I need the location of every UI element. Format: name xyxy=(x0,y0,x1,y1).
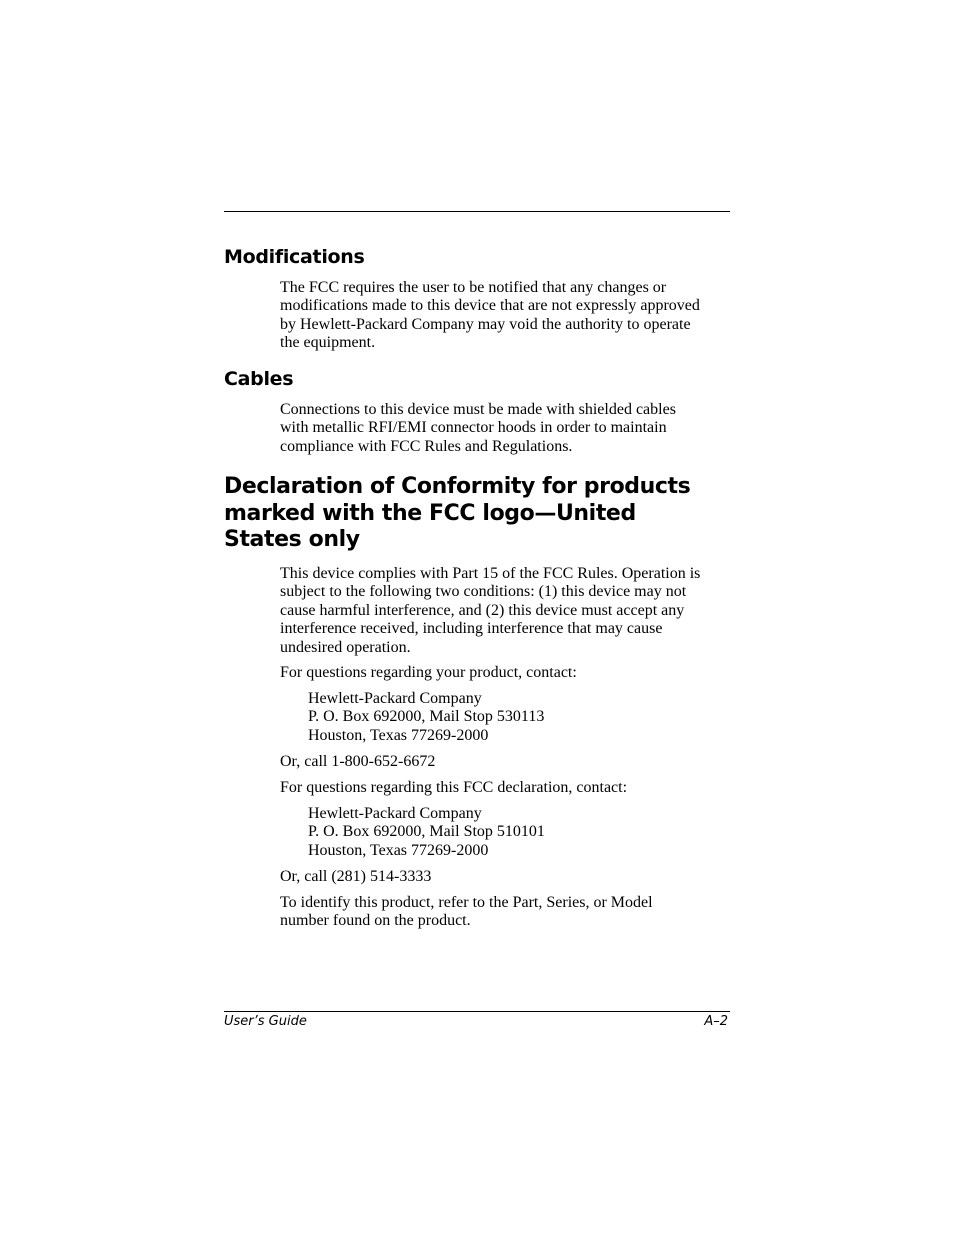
product-phone: Or, call 1-800-652-6672 xyxy=(280,753,436,770)
footer-guide-title: User’s Guide xyxy=(224,1014,307,1029)
product-address: Hewlett-Packard Company P. O. Box 692000, Mail Stop 530113 Houston, Texas 77269-2000 xyxy=(308,690,545,744)
footer-rule xyxy=(224,1011,730,1012)
cables-body: Connections to this device must be made with shielded cables with metallic RFI/EMI connector hoods in order to maintain compliance with FCC Rules and Regulations. xyxy=(280,401,676,455)
fcc-contact-label: For questions regarding this FCC declaration, contact: xyxy=(280,779,628,796)
declaration-intro: This device complies with Part 15 of the FCC Rules. Operation is subject to the following two conditions: (1) this device may not cause harmful interference, and (2) this device must accept any interference received, including interference that may cause undesired operation. xyxy=(280,565,701,656)
fcc-address: Hewlett-Packard Company P. O. Box 692000, Mail Stop 510101 Houston, Texas 77269-2000 xyxy=(308,805,545,859)
modifications-body: The FCC requires the user to be notified that any changes or modifications made to this device that are not expressly approved by Hewlett-Packard Company may void the authority to operate the equipment. xyxy=(280,279,700,352)
product-contact-label: For questions regarding your product, contact: xyxy=(280,664,577,681)
cables-heading: Cables xyxy=(224,368,294,390)
declaration-heading: Declaration of Conformity for products marked with the FCC logo—United States only xyxy=(224,474,691,552)
fcc-phone: Or, call (281) 514-3333 xyxy=(280,868,432,885)
identify-product-text: To identify this product, refer to the Part, Series, or Model number found on the product. xyxy=(280,894,653,930)
footer-page-number: A–2 xyxy=(704,1014,728,1029)
modifications-heading: Modifications xyxy=(224,246,365,268)
header-rule xyxy=(224,211,730,212)
